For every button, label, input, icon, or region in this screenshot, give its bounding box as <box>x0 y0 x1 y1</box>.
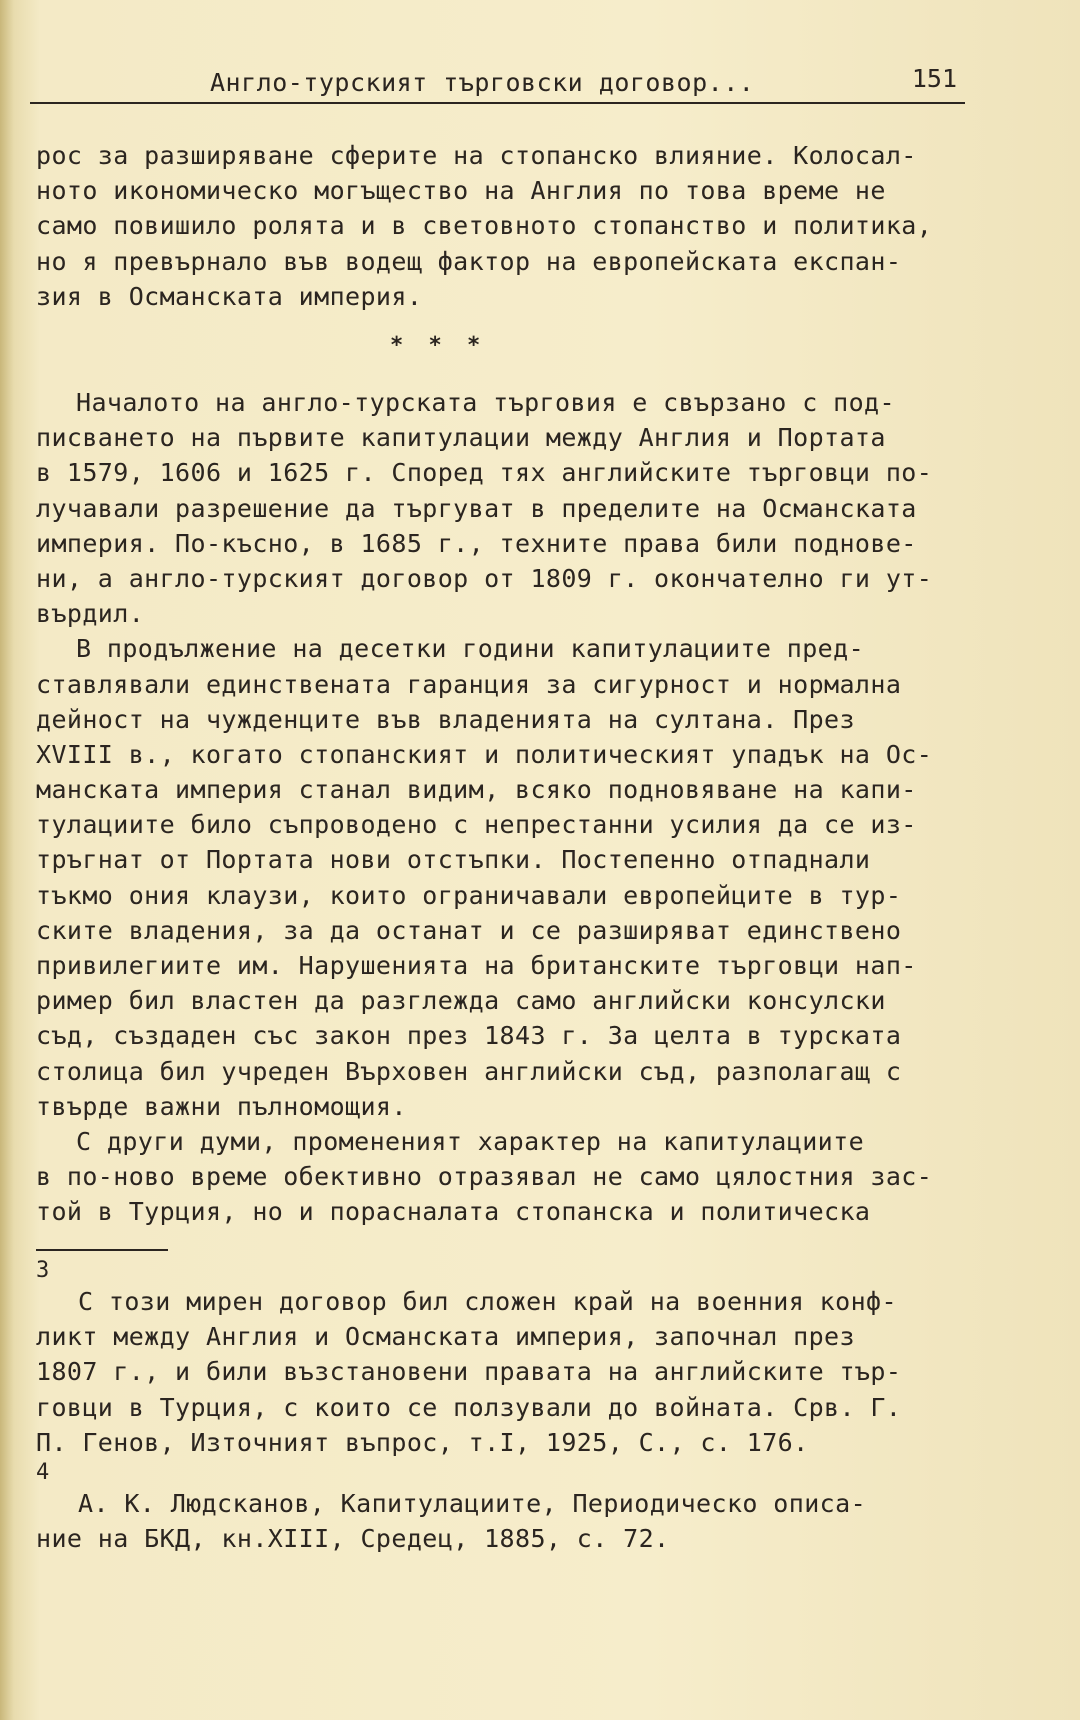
body-line: в 1579, 1606 и 1625 г. Според тях английските търговци по- <box>36 458 933 488</box>
running-title: Англо-турският търговски договор... <box>210 68 755 97</box>
footnote-line: ликт между Англия и Османската империя, започнал през <box>36 1322 855 1352</box>
body-line: рос за разширяване сферите на стопанско влияние. Колосал- <box>36 141 917 170</box>
body-line: тулациите било съпроводено с непрестанни усилия да се из- <box>36 810 917 840</box>
body-line: ни, а англо-турският договор от 1809 г. окончателно ги ут- <box>36 563 933 593</box>
body-line: но я превърнало във водещ фактор на европейската експан- <box>36 246 902 276</box>
body-line: ставлявали единствената гаранция за сигурност и нормална <box>36 669 902 699</box>
footnote-number: 4 <box>36 1459 50 1485</box>
body-line: С други думи, промененият характер на капитулациите <box>76 1126 865 1156</box>
body-line: той в Турция, но и порасналата стопанска и политическа <box>36 1197 871 1227</box>
body-line: столица бил учреден Върховен английски съд, разполагащ с <box>36 1056 902 1086</box>
footnote-line: ние на БКД, кн.XIII, Средец, 1885, с. 72. <box>36 1524 670 1554</box>
footnote-rule <box>36 1249 168 1251</box>
body-line: империя. По-късно, в 1685 г., техните права били поднове- <box>36 528 917 558</box>
body-line: ските владения, за да останат и се разширяват единствено <box>36 915 902 945</box>
body-line: привилегиите им. Нарушенията на британските търговци нап- <box>36 951 917 980</box>
body-line: съд, създаден със закон през 1843 г. За целта в турската <box>36 1021 902 1051</box>
body-line: твърде важни пълномощия. <box>36 1091 407 1121</box>
body-line: само повишило ролята и в световното стопанство и политика, <box>36 211 933 241</box>
page-number: 151 <box>911 64 957 93</box>
body-line: в по-ново време обективно отразявал не само цялостния зас- <box>36 1162 933 1192</box>
page-header <box>30 64 965 104</box>
body-line: дейност на чужденците във владенията на султана. През <box>36 704 855 734</box>
body-line: писването на първите капитулации между Англия и Портата <box>36 423 886 453</box>
body-line: ното икономическо могъщество на Англия по това време не <box>36 176 886 206</box>
body-line: В продължение на десетки години капитулациите пред- <box>76 634 865 664</box>
body-line: Началото на англо-турската търговия е свързано с под- <box>76 388 895 417</box>
body-line: манската империя станал видим, всяко подновяване на капи- <box>36 775 917 805</box>
body-line: върдил. <box>36 599 145 629</box>
body-text-continued <box>36 385 986 1230</box>
body-text <box>36 138 986 314</box>
body-line: тръгнат от Портата нови отстъпки. Постепенно отпаднали <box>36 845 871 875</box>
footnote-line: говци в Турция, с които се ползували до войната. Срв. Г. <box>36 1392 902 1422</box>
footnote-line: С този мирен договор бил сложен край на военния конф- <box>78 1287 897 1316</box>
footnote-line: П. Генов, Източният въпрос, т.I, 1925, С., с. 176. <box>36 1427 809 1457</box>
body-line: лучавали разрешение да търгуват в пределите на Османската <box>36 493 917 523</box>
section-separator: * * * <box>390 333 487 358</box>
body-line: XVIII в., когато стопанският и политическият упадък на Ос- <box>36 739 933 769</box>
footnote-number: 3 <box>36 1258 50 1283</box>
footnote-line: 1807 г., и били възстановени правата на английските тър- <box>36 1357 902 1387</box>
body-line: тъкмо ония клаузи, които ограничавали европейците в тур- <box>36 880 902 910</box>
body-line: ример бил властен да разглежда само английски консулски <box>36 986 886 1016</box>
body-line: зия в Османската империя. <box>36 281 423 311</box>
footnote-line: А. К. Людсканов, Капитулациите, Периодическо описа- <box>78 1488 867 1518</box>
footnotes <box>36 1258 986 1556</box>
